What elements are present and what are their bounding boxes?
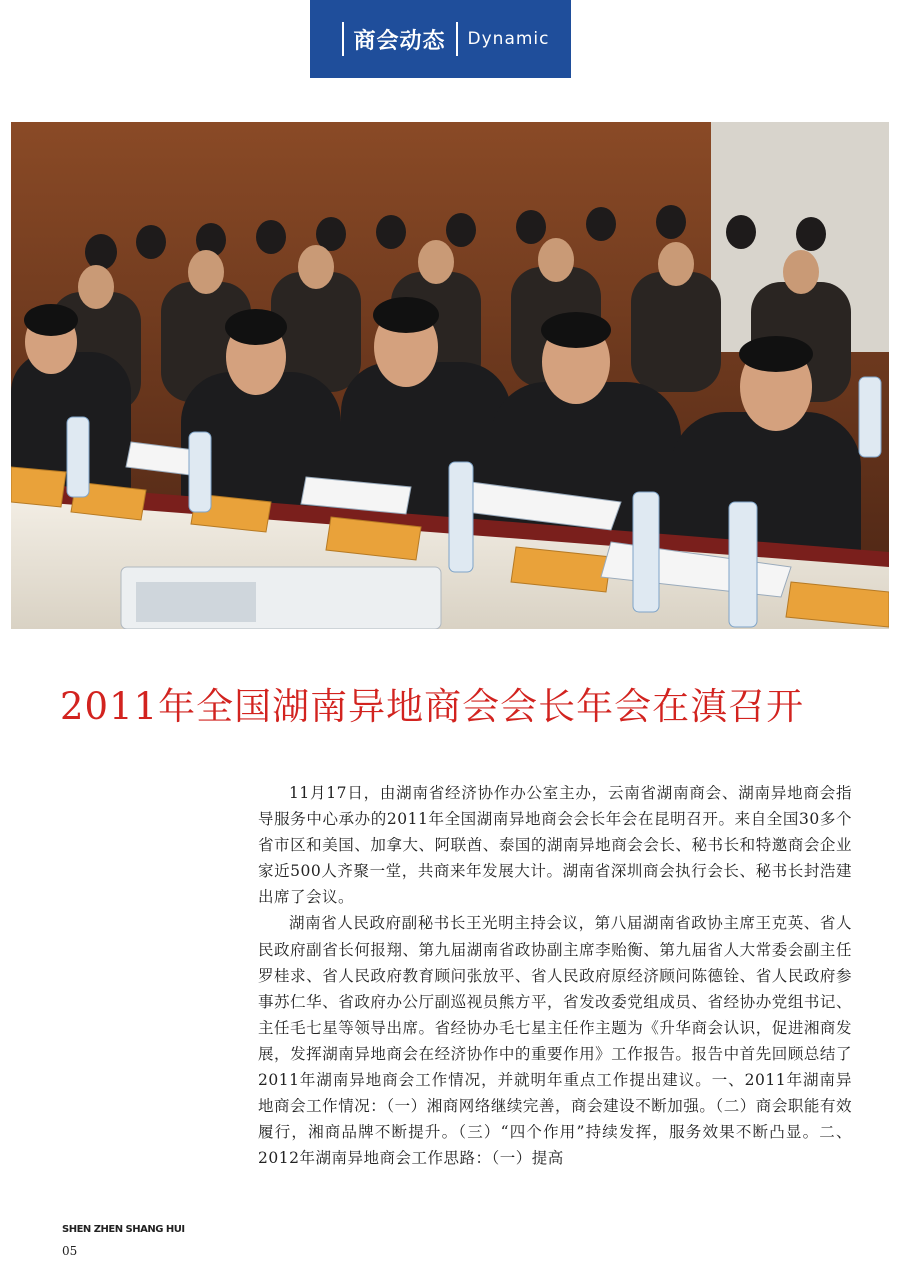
- conference-photo: [11, 122, 889, 629]
- banner-divider: [342, 22, 344, 56]
- page-number: 05: [62, 1244, 78, 1258]
- article-paragraph: 11月17日，由湖南省经济协作办公室主办，云南省湖南商会、湖南异地商会指导服务中心承办的2011年全国湖南异地商会会长年会在昆明召开。来自全国30多个省市区和美国、加拿大、阿联酋、泰国的湖南异地商会会长、秘书长和特邀商会企业家近500人齐聚一堂，共商来年发展大计。湖南省深圳商会执行会长、秘书长封浩建出席了会议。: [258, 784, 852, 907]
- article-paragraph: 湖南省人民政府副秘书长王光明主持会议，第八届湖南省政协主席王克英、省人民政府副省长何报翔、第九届湖南省政协副主席李贻衡、第九届省人大常委会副主任罗桂求、省人民政府教育顾问张放平、省人民政府原经济顾问陈德铨、省人民政府参事苏仁华、省政府办公厅副巡视员熊方平，省发改委党组成员、省经协办党组书记、主任毛七星等领导出席。省经协办毛七星主任作主题为《升华商会认识，促进湘商发展，发挥湖南异地商会在经济协作中的重要作用》工作报告。报告中首先回顾总结了2011年湖南异地商会工作情况，并就明年重点工作提出建议。一、2011年湖南异地商会工作情况：（一）湘商网络继续完善，商会建设不断加强。（二）商会职能有效履行，湘商品牌不断提升。（三）“四个作用”持续发挥，服务效果不断凸显。二、2012年湖南异地商会工作思路：（一）提高: [258, 914, 852, 1168]
- article-headline: 2011年全国湖南异地商会会长年会在滇召开: [60, 685, 805, 728]
- magazine-name: SHEN ZHEN SHANG HUI: [62, 1224, 185, 1235]
- section-title-cn: 商会动态: [353, 28, 446, 54]
- section-title-en: Dynamic: [467, 29, 550, 49]
- banner-divider: [456, 22, 458, 56]
- section-banner: [310, 0, 571, 78]
- article-body: [258, 780, 852, 1171]
